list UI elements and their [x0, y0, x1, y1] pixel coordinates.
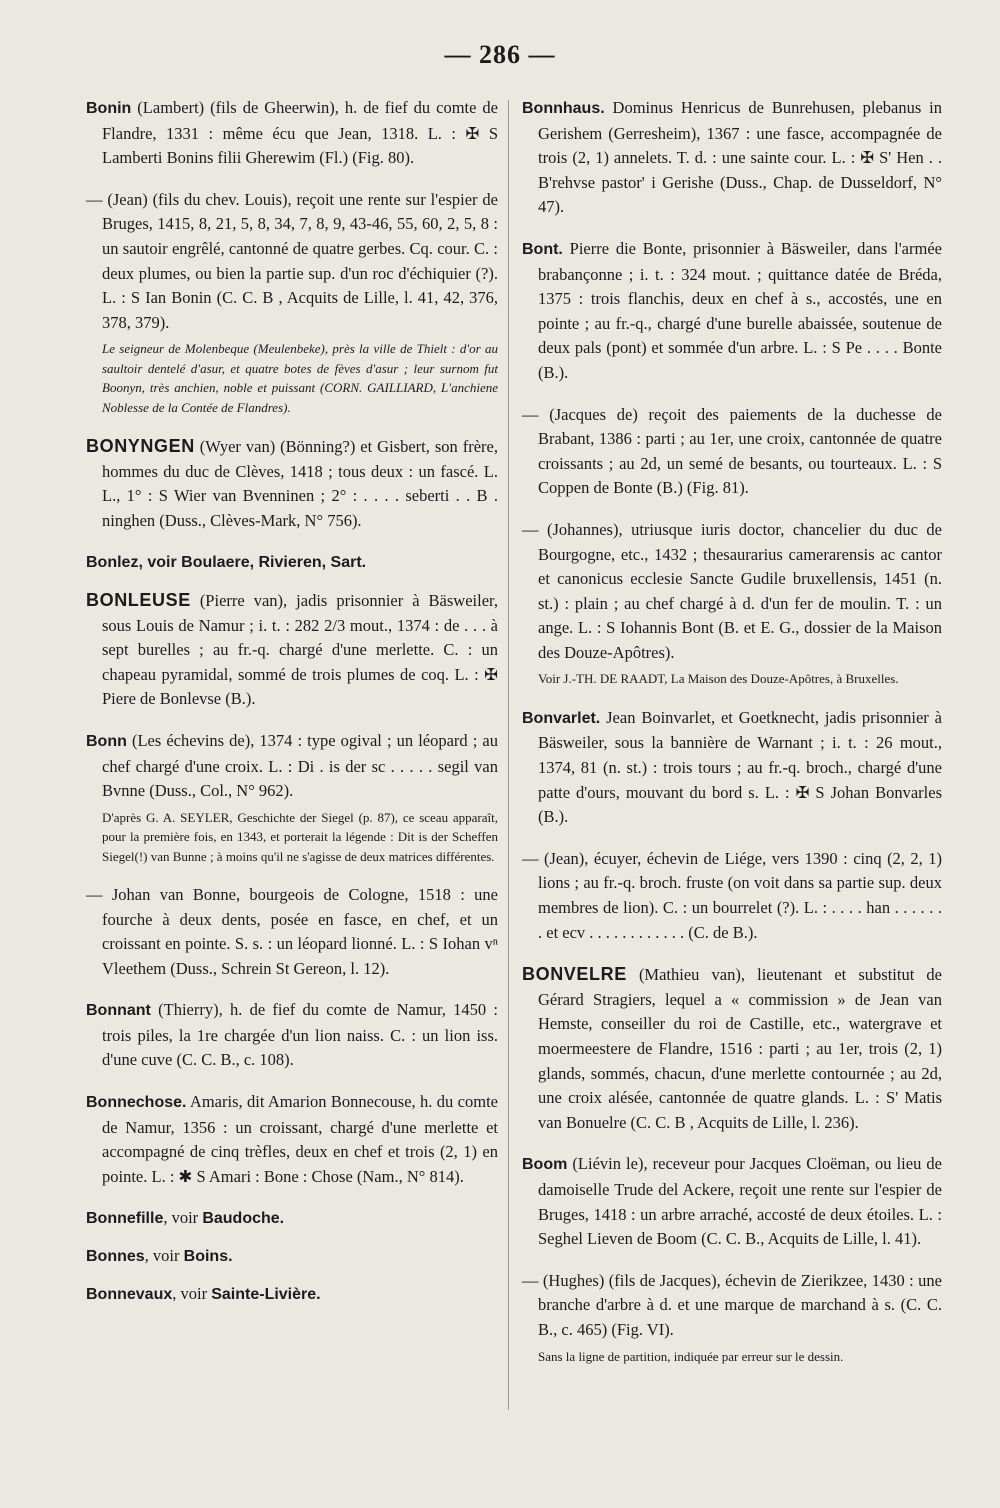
- entry-bonnes: [86, 1244, 498, 1270]
- note-bonin: Le seigneur de Molenbeque (Meulenbeke), près la ville de Thielt : d'or au saultoir dentelé d'asur, et quatre botes de fèves d'asur ; leur surnom fut Boonyn, très anchien, noble et puissant (CORN. GAILLIARD, L'anchiene Noblesse de la Contée de Flandres).: [102, 341, 498, 415]
- entry-text: , voir: [144, 1246, 184, 1266]
- entry-bonlez: [86, 550, 498, 576]
- entry-bonvarlet: [522, 706, 942, 830]
- entry-text: , voir: [172, 1283, 212, 1303]
- entry-boom-hughes: — (Hughes) (fils de Jacques), échevin de Zierikzee, 1430 : une branche d'arbre à d. et une marque de marchand à s. (C. C. B., c. 465) (Fig. VI).: [522, 1270, 942, 1339]
- entry-bonnhaus: [522, 96, 942, 220]
- headword: Bonnant: [86, 1002, 151, 1020]
- entry-bonnant: [86, 998, 498, 1073]
- headword: Boom: [522, 1156, 568, 1174]
- entry-text: (Lambert) (fils de Gheerwin), h. de fief du comte de Flandre, 1331 : même écu que Jean, 1318. L. : ✠ S Lamberti Bonins filii Gherewim (Fl.) (Fig. 80).: [102, 98, 498, 168]
- entry-text: Pierre die Bonte, prisonnier à Bäsweiler, dans l'armée brabançonne ; i. t. : 324 mout. ; quittance datée de Bréda, 1375 : trois flanchis, deux en chef à s., accostés, une en pointe ; au fr.-q., chargé d'une burelle abaissée, soutenue de deux pals (pont) et sommée d'un arbre. L. : S Pe . . . . Bonte (B.).: [538, 238, 942, 382]
- entry-text: (Mathieu van), lieutenant et substitut de Gérard Stragiers, lequel a « commission » de Jean van Hemste, conseiller du roi de Castille, etc., watergrave et moermeestere de Flandre, 1516 : parti ; au 1er, trois (2, 1) glands, sommés, chacun, d'une merlette contournée ; au 2d, une croix alésée, cantonnée de quatre glands. L. : S' Matis van Bonuelre (C. C. B , Acquits de Lille, l. 236).: [538, 965, 942, 1132]
- entry-text: (Liévin le), receveur pour Jacques Cloëman, ou lieu de damoiselle Trude del Ackere, reçoit une rente sur l'espier de Bruges, 1418 : un arbre arraché, accosté de deux étoiles. L. : Seghel Lieven de Boom (C. C. B., Acquits de Lille, l. 41).: [538, 1154, 942, 1249]
- note-bont: Voir J.-TH. DE RAADT, La Maison des Douze-Apôtres, à Bruxelles.: [538, 671, 899, 687]
- right-column: [522, 96, 942, 1383]
- headword: Bonnes: [86, 1248, 145, 1266]
- headword: BONVELRE: [522, 964, 627, 985]
- entry-boom: [522, 1152, 942, 1251]
- headword: Bonn: [86, 732, 127, 750]
- entry-text: Jean Boinvarlet, et Goetknecht, jadis prisonnier à Bäsweiler, sous la bannière de Warnant ; i. t. : 26 mout., 1374, 81 (n. st.) : trois tours ; au fr.-q. broch., chargé d'une patte d'ours, mouvant du bord s. L. : ✠ S Johan Bonvarles (B.).: [538, 707, 942, 827]
- entry-text: (Wyer van) (Bönning?) et Gisbert, son frère, hommes du duc de Clèves, 1418 ; tous deux : un fascé. L. L., 1° : S Wier van Bvenninen ; 2° : . . . . seberti . . B . ninghen (Duss., Clèves-Mark, N° 756).: [102, 436, 498, 530]
- headword: BONYNGEN: [86, 435, 195, 456]
- cross-reference: Boins.: [183, 1248, 233, 1266]
- entry-bonin: [86, 96, 498, 171]
- headword: Bont.: [522, 240, 563, 258]
- headword: Bonnhaus.: [522, 100, 605, 117]
- note-bonn: D'après G. A. SEYLER, Geschichte der Siegel (p. 87), ce sceau apparaît, pour la première fois, en 1343, et porterait la légende : Dit is der Scheffen Siegel(!) van Bunne ; à moins qu'il ne s'agisse de deux matrices différentes.: [102, 809, 498, 864]
- left-column: [86, 96, 498, 1319]
- cross-reference: Baudoche.: [202, 1210, 285, 1228]
- entry-bont: [522, 237, 942, 386]
- entry-text: , voir Boulaere, Rivieren, Sart.: [138, 554, 367, 572]
- entry-bonin-jean: — (Jean) (fils du chev. Louis), reçoit une rente sur l'espier de Bruges, 1415, 8, 21, 5, 8, 34, 7, 8, 9, 43-46, 55, 60, 2, 5, 8 : un sautoir engrêlé, cantonné de quatre gerbes. Cq. cour. C. : deux plumes, ou bien la partie sup. d'un roc d'échiquier (?). L. : S Ian Bonin (C. C. B , Acquits de Lille, l. 41, 42, 376, 378, 379).: [86, 189, 498, 332]
- entry-bonnefille: [86, 1206, 498, 1232]
- entry-bonn-johan: — Johan van Bonne, bourgeois de Cologne, 1518 : une fourche à deux dents, posée en fasce, en chef, et un croissant en pointe. S. s. : un léopard lionné. L. : S Iohan vⁿ Vleethem (Duss., Schrein St Gereon, l. 12).: [86, 884, 498, 978]
- headword: Bonlez: [86, 554, 139, 572]
- entry-bonvelre: [522, 962, 942, 1135]
- headword: Bonnechose.: [86, 1094, 187, 1112]
- entry-text: , voir: [163, 1208, 203, 1228]
- headword: Bonin: [86, 100, 132, 117]
- column-divider: [508, 100, 509, 1410]
- entry-text: (Pierre van), jadis prisonnier à Bäsweiler, sous Louis de Namur ; i. t. : 282 2/3 mout., 1374 : de . . . à sept burelles ; au fr.-q. chargé d'une merlette. C. : un chapeau pyramidal, sommé de trois plumes de coq. L. : ✠ Piere de Bonlevse (B.).: [102, 590, 498, 709]
- cross-reference: Sainte-Livière.: [211, 1285, 321, 1303]
- page-number: — 286 —: [444, 40, 556, 69]
- entry-text: Dominus Henricus de Bunrehusen, plebanus in Gerishem (Gerresheim), 1367 : une fasce, accompagnée de trois (2, 1) annelets. T. d. : une sainte cour. L. : ✠ S' Hen . . B'rehvse pastor' i Gerishe (Duss., Chap. de Dusseldorf, N° 47).: [538, 98, 942, 217]
- entry-text: Amaris, dit Amarion Bonnecouse, h. du comte de Namur, 1356 : un croissant, chargé d'une merlette et accompagné de cinq trèfles, deux en chef et trois (2, 1) en pointe. L. : ✱ S Amari : Bone : Chose (Nam., N° 814).: [102, 1092, 498, 1186]
- headword: Bonvarlet.: [522, 709, 601, 727]
- entry-bont-jacques: — (Jacques de) reçoit des paiements de la duchesse de Brabant, 1386 : parti ; au 1er, une croix, cantonnée de quatre croissants ; au 2d, un semé de besants, ou tourteaux. L. : S Coppen de Bonte (B.) (Fig. 81).: [522, 404, 942, 498]
- entry-bonleuse: [86, 588, 498, 712]
- entry-bonyngen: [86, 434, 498, 533]
- note-boom: Sans la ligne de partition, indiquée par erreur sur le dessin.: [538, 1348, 844, 1364]
- entry-bonvarlet-jean: — (Jean), écuyer, échevin de Liége, vers 1390 : cinq (2, 2, 1) lions ; au fr.-q. broch. fruste (on voit dans sa partie sup. deux membres de lion). C. : un bourrelet (?). L. : . . . . han . . . . . . . et ecv . . . . . . . . . . . . (C. de B.).: [522, 848, 942, 942]
- entry-bont-johannes: — (Johannes), utriusque iuris doctor, chancelier du duc de Bourgogne, etc., 1432 ; thesaurarius camerarensis ac cantor et canonicus ecclesie Sancte Gudile bruxellensis, 1451 (n. st.) : plain ; au chef chargé à d. d'un fer de moulin. T. : un ange. L. : S Iohannis Bont (B. et E. G., dossier de la Maison des Douze-Apôtres).: [522, 519, 942, 662]
- headword: Bonnevaux: [86, 1285, 173, 1303]
- entry-bonn: [86, 729, 498, 804]
- headword: Bonnefille: [86, 1210, 164, 1228]
- headword: BONLEUSE: [86, 589, 191, 610]
- entry-bonnechose: [86, 1090, 498, 1189]
- entry-text: (Les échevins de), 1374 : type ogival ; un léopard ; au chef chargé d'une croix. L. : Di . is der sc . . . . . segil van Bvnne (Duss., Col., N° 962).: [102, 730, 498, 801]
- entry-bonnevaux: [86, 1282, 498, 1308]
- entry-text: (Thierry), h. de fief du comte de Namur, 1450 : trois piles, la 1re chargée d'un lion naiss. C. : un lion iss. d'une cuve (C. C. B., c. 108).: [102, 1000, 498, 1070]
